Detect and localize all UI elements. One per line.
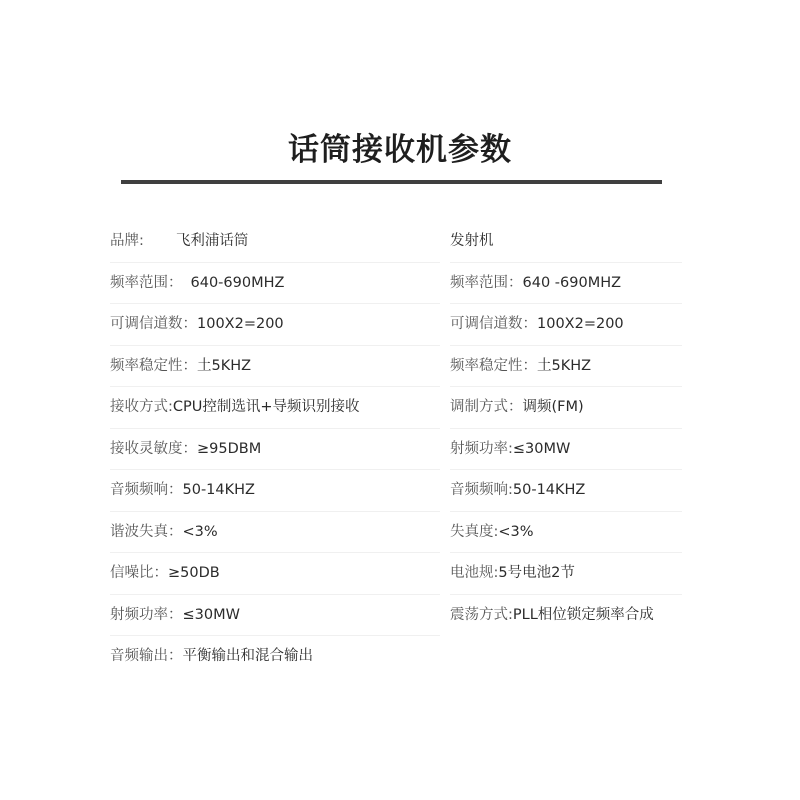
spec-label: 音频频响: — [450, 482, 513, 498]
spec-row-audio-response — [450, 470, 682, 512]
spec-row-frequency-range — [450, 263, 682, 305]
spec-row-distortion — [450, 512, 682, 554]
spec-label: 射频功率： — [110, 606, 183, 623]
spec-value: <3% — [498, 523, 534, 540]
spec-row-frequency-stability — [450, 346, 682, 388]
spec-value: 640 -690MHZ — [522, 274, 622, 291]
spec-value: 土5KHZ — [537, 357, 592, 374]
spec-label: 调制方式： — [450, 399, 523, 415]
spec-label: 频率范围： — [450, 274, 523, 291]
spec-row-rf-power — [110, 595, 440, 637]
spec-row-frequency-stability — [110, 346, 440, 388]
spec-value: 100X2=200 — [537, 316, 624, 332]
spec-row-audio-output — [110, 636, 440, 678]
spec-row-receive-mode — [110, 387, 440, 429]
spec-label: 谐波失真： — [110, 523, 183, 540]
spec-label: 频率范围： — [110, 274, 183, 291]
spec-label: 频率稳定性： — [450, 357, 537, 374]
spec-value: <3% — [182, 523, 218, 540]
spec-value: 5号电池2节 — [498, 565, 575, 581]
spec-row-frequency-range — [110, 263, 440, 305]
spec-row-battery — [450, 553, 682, 595]
spec-row-brand — [110, 221, 440, 263]
spec-value: 50-14KHZ — [182, 482, 255, 498]
spec-value: ≤30MW — [512, 440, 571, 457]
spec-value: ≥50DB — [168, 565, 220, 581]
spec-value: ≥95DBM — [197, 440, 262, 457]
spec-row-modulation — [450, 387, 682, 429]
spec-value: 调频(FM) — [522, 399, 584, 415]
spec-label: 震荡方式: — [450, 606, 513, 623]
spec-value: 640-690MHZ — [190, 274, 285, 291]
spec-value: PLL相位锁定频率合成 — [512, 606, 654, 623]
spec-value: 100X2=200 — [197, 316, 284, 332]
spec-value: 平衡输出和混合输出 — [182, 648, 313, 664]
spec-row-harmonic-distortion — [110, 512, 440, 554]
spec-value: ≤30MW — [182, 606, 240, 623]
spec-value: CPU控制选讯+导频识别接收 — [172, 399, 360, 415]
spec-label: 音频输出： — [110, 648, 183, 664]
spec-value: 飞利浦话筒 — [175, 233, 249, 249]
spec-row-channels — [450, 304, 682, 346]
spec-label: 射频功率: — [450, 440, 513, 457]
spec-label: 可调信道数： — [110, 316, 197, 332]
page-title: 话筒接收机参数 — [288, 132, 512, 168]
transmitter-spec-list — [450, 221, 682, 636]
spec-row-rf-power — [450, 429, 682, 471]
spec-label: 失真度: — [450, 523, 499, 540]
spec-row-oscillation — [450, 595, 682, 637]
spec-value: 50-14KHZ — [512, 482, 586, 498]
spec-row-snr — [110, 553, 440, 595]
section-heading: 发射机 — [450, 233, 494, 249]
spec-label: 可调信道数： — [450, 316, 537, 332]
spec-label: 信噪比： — [110, 565, 168, 581]
receiver-spec-list — [110, 221, 440, 678]
spec-row-sensitivity — [110, 429, 440, 471]
spec-label: 音频频响： — [110, 482, 183, 498]
spec-row-audio-response — [110, 470, 440, 512]
spec-row-transmitter-heading — [450, 221, 682, 263]
spec-value: 土5KHZ — [197, 357, 252, 374]
spec-label: 频率稳定性： — [110, 357, 197, 374]
spec-row-channels — [110, 304, 440, 346]
spec-label: 电池规: — [450, 565, 499, 581]
spec-label: 接收灵敏度： — [110, 440, 197, 457]
spec-label: 接收方式: — [110, 399, 173, 415]
title-divider — [121, 180, 662, 184]
spec-label: 品牌: — [110, 233, 144, 249]
